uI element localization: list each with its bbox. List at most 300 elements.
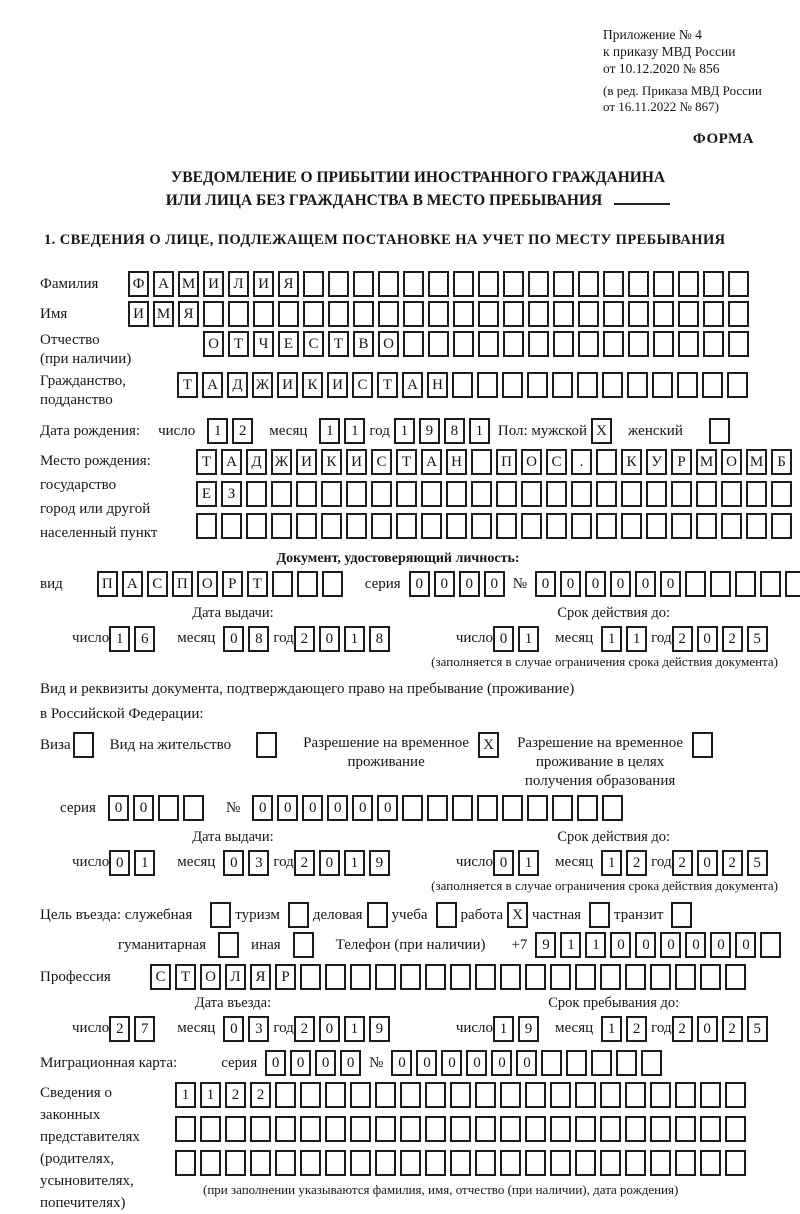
given-name-cell[interactable] xyxy=(503,301,524,327)
profession-cell[interactable]: С xyxy=(150,964,171,990)
profession-cell[interactable] xyxy=(325,964,346,990)
rep-grid-row1-cell[interactable] xyxy=(525,1082,546,1108)
birthplace-city-cell[interactable] xyxy=(371,481,392,507)
permit-valid-month-cell[interactable]: 1 xyxy=(601,850,622,876)
birthplace-extra-cell[interactable] xyxy=(246,513,267,539)
permit-number-cell[interactable] xyxy=(502,795,523,821)
permit-number-cell[interactable]: 0 xyxy=(302,795,323,821)
rep-grid-row1-cell[interactable] xyxy=(675,1082,696,1108)
rep-grid-row1-cell[interactable]: 2 xyxy=(250,1082,271,1108)
birthplace-state-cell[interactable]: У xyxy=(646,449,667,475)
mc-number-cell[interactable] xyxy=(591,1050,612,1076)
permit-number-cell[interactable]: 0 xyxy=(352,795,373,821)
given-name-cell[interactable]: М xyxy=(153,301,174,327)
birthplace-extra-cell[interactable] xyxy=(596,513,617,539)
patronymic-cell[interactable]: О xyxy=(378,331,399,357)
doc-number-cell[interactable]: 0 xyxy=(585,571,606,597)
birthplace-city-cell[interactable] xyxy=(621,481,642,507)
given-name-cell[interactable] xyxy=(678,301,699,327)
birthplace-state-cell[interactable]: Т xyxy=(396,449,417,475)
stay-day-cell[interactable]: 9 xyxy=(518,1016,539,1042)
birthplace-city-cell[interactable] xyxy=(746,481,767,507)
mc-series-cell[interactable]: 0 xyxy=(265,1050,286,1076)
rep-grid-row1-cell[interactable] xyxy=(300,1082,321,1108)
surname-cell[interactable] xyxy=(353,271,374,297)
patronymic-cell[interactable] xyxy=(728,331,749,357)
birthplace-extra-cell[interactable] xyxy=(671,513,692,539)
mc-number-cell[interactable]: 0 xyxy=(466,1050,487,1076)
birthplace-extra-cell[interactable] xyxy=(396,513,417,539)
birthplace-city-cell[interactable] xyxy=(646,481,667,507)
doc-number-cell[interactable] xyxy=(785,571,800,597)
rep-grid-row1-cell[interactable] xyxy=(700,1082,721,1108)
patronymic-cell[interactable] xyxy=(403,331,424,357)
citizenship-cell[interactable]: А xyxy=(202,372,223,398)
phone-cell[interactable]: 0 xyxy=(710,932,731,958)
birthplace-extra-cell[interactable] xyxy=(546,513,567,539)
stay-year-cell[interactable]: 5 xyxy=(747,1016,768,1042)
rep-grid-row1-cell[interactable] xyxy=(350,1082,371,1108)
citizenship-cell[interactable] xyxy=(452,372,473,398)
given-name-cell[interactable] xyxy=(628,301,649,327)
id-issue-day-cell[interactable]: 6 xyxy=(134,626,155,652)
profession-cell[interactable] xyxy=(700,964,721,990)
profession-cell[interactable] xyxy=(500,964,521,990)
rep-grid-row3-cell[interactable] xyxy=(525,1150,546,1176)
birthplace-city-cell[interactable] xyxy=(771,481,792,507)
birthplace-state-cell[interactable]: . xyxy=(571,449,592,475)
rep-grid-row3-cell[interactable] xyxy=(350,1150,371,1176)
permit-number-cell[interactable] xyxy=(577,795,598,821)
rep-grid-row3-cell[interactable] xyxy=(325,1150,346,1176)
profession-cell[interactable] xyxy=(400,964,421,990)
surname-cell[interactable] xyxy=(378,271,399,297)
birthplace-city-cell[interactable] xyxy=(296,481,317,507)
birthplace-extra-cell[interactable] xyxy=(321,513,342,539)
doc-number-cell[interactable] xyxy=(760,571,781,597)
birth-year-cell[interactable]: 1 xyxy=(469,418,490,444)
birthplace-city-cell[interactable]: Е xyxy=(196,481,217,507)
stay-month-cell[interactable]: 2 xyxy=(626,1016,647,1042)
rep-grid-row3-cell[interactable] xyxy=(200,1150,221,1176)
doc-type-cell[interactable]: Р xyxy=(222,571,243,597)
citizenship-cell[interactable]: К xyxy=(302,372,323,398)
citizenship-cell[interactable] xyxy=(652,372,673,398)
temp-residence-checkbox-cell[interactable]: X xyxy=(478,732,499,758)
rep-grid-row3-cell[interactable] xyxy=(175,1150,196,1176)
surname-cell[interactable] xyxy=(653,271,674,297)
doc-number-cell[interactable]: 0 xyxy=(560,571,581,597)
surname-cell[interactable] xyxy=(503,271,524,297)
surname-cell[interactable]: И xyxy=(253,271,274,297)
surname-cell[interactable] xyxy=(678,271,699,297)
phone-cell[interactable]: 1 xyxy=(560,932,581,958)
given-name-cell[interactable]: И xyxy=(128,301,149,327)
id-valid-year-cell[interactable]: 2 xyxy=(672,626,693,652)
rep-grid-row2-cell[interactable] xyxy=(525,1116,546,1142)
stay-year-cell[interactable]: 0 xyxy=(697,1016,718,1042)
permit-series-cell[interactable]: 0 xyxy=(133,795,154,821)
citizenship-cell[interactable] xyxy=(527,372,548,398)
birthplace-city-cell[interactable] xyxy=(346,481,367,507)
birthplace-extra-cell[interactable] xyxy=(221,513,242,539)
id-issue-year-cell[interactable]: 0 xyxy=(319,626,340,652)
rep-grid-row2-cell[interactable] xyxy=(575,1116,596,1142)
citizenship-cell[interactable] xyxy=(727,372,748,398)
citizenship-cell[interactable]: Т xyxy=(177,372,198,398)
citizenship-cell[interactable] xyxy=(677,372,698,398)
mc-number-cell[interactable]: 0 xyxy=(441,1050,462,1076)
rep-grid-row1-cell[interactable] xyxy=(625,1082,646,1108)
birthplace-extra-cell[interactable] xyxy=(196,513,217,539)
profession-cell[interactable] xyxy=(675,964,696,990)
mc-number-cell[interactable]: 0 xyxy=(416,1050,437,1076)
birthplace-extra-cell[interactable] xyxy=(746,513,767,539)
rep-grid-row2-cell[interactable] xyxy=(350,1116,371,1142)
id-issue-month-cell[interactable]: 8 xyxy=(248,626,269,652)
entry-year-cell[interactable]: 1 xyxy=(344,1016,365,1042)
given-name-cell[interactable] xyxy=(603,301,624,327)
rep-grid-row2-cell[interactable] xyxy=(550,1116,571,1142)
profession-cell[interactable] xyxy=(575,964,596,990)
phone-cell[interactable] xyxy=(760,932,781,958)
entry-month-cell[interactable]: 0 xyxy=(223,1016,244,1042)
given-name-cell[interactable]: Я xyxy=(178,301,199,327)
purpose-transit-checkbox-cell[interactable] xyxy=(671,902,692,928)
sex-female-checkbox-cell[interactable] xyxy=(709,418,730,444)
patronymic-cell[interactable] xyxy=(603,331,624,357)
birthplace-state-cell[interactable]: О xyxy=(521,449,542,475)
doc-number-cell[interactable] xyxy=(735,571,756,597)
rep-grid-row2-cell[interactable] xyxy=(400,1116,421,1142)
doc-type-cell[interactable]: Т xyxy=(247,571,268,597)
patronymic-cell[interactable] xyxy=(578,331,599,357)
permit-valid-month-cell[interactable]: 2 xyxy=(626,850,647,876)
rep-grid-row1-cell[interactable] xyxy=(450,1082,471,1108)
birthplace-city-cell[interactable] xyxy=(671,481,692,507)
birthplace-extra-cell[interactable] xyxy=(446,513,467,539)
citizenship-cell[interactable] xyxy=(627,372,648,398)
birthplace-state-cell[interactable] xyxy=(596,449,617,475)
rep-grid-row2-cell[interactable] xyxy=(725,1116,746,1142)
citizenship-cell[interactable]: И xyxy=(327,372,348,398)
rep-grid-row1-cell[interactable] xyxy=(575,1082,596,1108)
doc-number-cell[interactable]: 0 xyxy=(610,571,631,597)
given-name-cell[interactable] xyxy=(303,301,324,327)
rep-grid-row2-cell[interactable] xyxy=(450,1116,471,1142)
given-name-cell[interactable] xyxy=(728,301,749,327)
rep-grid-row1-cell[interactable] xyxy=(475,1082,496,1108)
doc-type-cell[interactable]: О xyxy=(197,571,218,597)
entry-day-cell[interactable]: 2 xyxy=(109,1016,130,1042)
doc-type-cell[interactable] xyxy=(297,571,318,597)
birthplace-state-cell[interactable]: Б xyxy=(771,449,792,475)
citizenship-cell[interactable] xyxy=(577,372,598,398)
birthplace-extra-cell[interactable] xyxy=(621,513,642,539)
birth-year-cell[interactable]: 9 xyxy=(419,418,440,444)
profession-cell[interactable]: Л xyxy=(225,964,246,990)
purpose-humanitarian-checkbox-cell[interactable] xyxy=(218,932,239,958)
doc-series-cell[interactable]: 0 xyxy=(409,571,430,597)
birthplace-state-cell[interactable]: О xyxy=(721,449,742,475)
rep-grid-row1-cell[interactable] xyxy=(400,1082,421,1108)
profession-cell[interactable]: О xyxy=(200,964,221,990)
birthplace-state-cell[interactable]: К xyxy=(621,449,642,475)
permit-valid-year-cell[interactable]: 5 xyxy=(747,850,768,876)
permit-issue-day-cell[interactable]: 1 xyxy=(134,850,155,876)
profession-cell[interactable] xyxy=(475,964,496,990)
profession-cell[interactable] xyxy=(625,964,646,990)
given-name-cell[interactable] xyxy=(228,301,249,327)
rep-grid-row3-cell[interactable] xyxy=(600,1150,621,1176)
visa-checkbox-cell[interactable] xyxy=(73,732,94,758)
id-issue-year-cell[interactable]: 1 xyxy=(344,626,365,652)
profession-cell[interactable] xyxy=(450,964,471,990)
citizenship-cell[interactable]: Н xyxy=(427,372,448,398)
birthplace-state-cell[interactable]: С xyxy=(371,449,392,475)
citizenship-cell[interactable]: Ж xyxy=(252,372,273,398)
birthplace-extra-cell[interactable] xyxy=(371,513,392,539)
citizenship-cell[interactable]: А xyxy=(402,372,423,398)
rep-grid-row3-cell[interactable] xyxy=(450,1150,471,1176)
permit-issue-year-cell[interactable]: 0 xyxy=(319,850,340,876)
surname-cell[interactable] xyxy=(403,271,424,297)
entry-year-cell[interactable]: 2 xyxy=(294,1016,315,1042)
surname-cell[interactable] xyxy=(553,271,574,297)
patronymic-cell[interactable]: Т xyxy=(328,331,349,357)
rep-grid-row2-cell[interactable] xyxy=(675,1116,696,1142)
permit-valid-year-cell[interactable]: 2 xyxy=(722,850,743,876)
permit-valid-day-cell[interactable]: 1 xyxy=(518,850,539,876)
purpose-tourism-checkbox-cell[interactable] xyxy=(288,902,309,928)
purpose-other-checkbox-cell[interactable] xyxy=(293,932,314,958)
given-name-cell[interactable] xyxy=(353,301,374,327)
phone-cell[interactable]: 0 xyxy=(610,932,631,958)
rep-grid-row3-cell[interactable] xyxy=(625,1150,646,1176)
patronymic-cell[interactable] xyxy=(678,331,699,357)
patronymic-cell[interactable] xyxy=(653,331,674,357)
rep-grid-row3-cell[interactable] xyxy=(550,1150,571,1176)
birthplace-city-cell[interactable]: З xyxy=(221,481,242,507)
surname-cell[interactable] xyxy=(628,271,649,297)
birthplace-city-cell[interactable] xyxy=(246,481,267,507)
profession-cell[interactable] xyxy=(550,964,571,990)
birthplace-extra-cell[interactable] xyxy=(571,513,592,539)
rep-grid-row1-cell[interactable]: 2 xyxy=(225,1082,246,1108)
given-name-cell[interactable] xyxy=(453,301,474,327)
permit-issue-day-cell[interactable]: 0 xyxy=(109,850,130,876)
birthplace-extra-cell[interactable] xyxy=(771,513,792,539)
birthplace-city-cell[interactable] xyxy=(521,481,542,507)
birthplace-extra-cell[interactable] xyxy=(646,513,667,539)
id-issue-year-cell[interactable]: 2 xyxy=(294,626,315,652)
birthplace-state-cell[interactable]: Т xyxy=(196,449,217,475)
profession-cell[interactable] xyxy=(350,964,371,990)
given-name-cell[interactable] xyxy=(328,301,349,327)
birthplace-state-cell[interactable]: И xyxy=(346,449,367,475)
birth-year-cell[interactable]: 8 xyxy=(444,418,465,444)
rep-grid-row2-cell[interactable] xyxy=(625,1116,646,1142)
birthplace-state-cell[interactable]: К xyxy=(321,449,342,475)
profession-cell[interactable]: Я xyxy=(250,964,271,990)
birthplace-state-cell[interactable]: Р xyxy=(671,449,692,475)
rep-grid-row3-cell[interactable] xyxy=(650,1150,671,1176)
rep-grid-row3-cell[interactable] xyxy=(375,1150,396,1176)
patronymic-cell[interactable]: В xyxy=(353,331,374,357)
birthplace-extra-cell[interactable] xyxy=(521,513,542,539)
birthplace-state-cell[interactable]: Д xyxy=(246,449,267,475)
permit-issue-year-cell[interactable]: 1 xyxy=(344,850,365,876)
profession-cell[interactable] xyxy=(600,964,621,990)
birthplace-city-cell[interactable] xyxy=(496,481,517,507)
given-name-cell[interactable] xyxy=(428,301,449,327)
stay-year-cell[interactable]: 2 xyxy=(672,1016,693,1042)
entry-year-cell[interactable]: 0 xyxy=(319,1016,340,1042)
permit-series-cell[interactable]: 0 xyxy=(108,795,129,821)
profession-cell[interactable]: Т xyxy=(175,964,196,990)
birthplace-city-cell[interactable] xyxy=(696,481,717,507)
surname-cell[interactable]: И xyxy=(203,271,224,297)
profession-cell[interactable] xyxy=(525,964,546,990)
id-valid-day-cell[interactable]: 0 xyxy=(493,626,514,652)
surname-cell[interactable] xyxy=(303,271,324,297)
rep-grid-row2-cell[interactable] xyxy=(175,1116,196,1142)
rep-grid-row3-cell[interactable] xyxy=(475,1150,496,1176)
birthplace-extra-cell[interactable] xyxy=(271,513,292,539)
citizenship-cell[interactable]: И xyxy=(277,372,298,398)
rep-grid-row3-cell[interactable] xyxy=(425,1150,446,1176)
surname-cell[interactable] xyxy=(428,271,449,297)
birthplace-city-cell[interactable] xyxy=(446,481,467,507)
rep-grid-row3-cell[interactable] xyxy=(675,1150,696,1176)
citizenship-cell[interactable] xyxy=(477,372,498,398)
rep-grid-row1-cell[interactable] xyxy=(425,1082,446,1108)
rep-grid-row3-cell[interactable] xyxy=(250,1150,271,1176)
surname-cell[interactable] xyxy=(528,271,549,297)
rep-grid-row1-cell[interactable] xyxy=(725,1082,746,1108)
doc-number-cell[interactable]: 0 xyxy=(660,571,681,597)
patronymic-cell[interactable]: О xyxy=(203,331,224,357)
surname-cell[interactable]: Я xyxy=(278,271,299,297)
rep-grid-row3-cell[interactable] xyxy=(225,1150,246,1176)
rep-grid-row2-cell[interactable] xyxy=(650,1116,671,1142)
birthplace-city-cell[interactable] xyxy=(546,481,567,507)
permit-number-cell[interactable] xyxy=(477,795,498,821)
citizenship-cell[interactable] xyxy=(502,372,523,398)
stay-year-cell[interactable]: 2 xyxy=(722,1016,743,1042)
birthplace-state-cell[interactable]: П xyxy=(496,449,517,475)
given-name-cell[interactable] xyxy=(378,301,399,327)
given-name-cell[interactable] xyxy=(578,301,599,327)
birthplace-city-cell[interactable] xyxy=(471,481,492,507)
given-name-cell[interactable] xyxy=(403,301,424,327)
sex-male-checkbox-cell[interactable]: X xyxy=(591,418,612,444)
patronymic-cell[interactable]: Ч xyxy=(253,331,274,357)
patronymic-cell[interactable] xyxy=(478,331,499,357)
phone-cell[interactable]: 1 xyxy=(585,932,606,958)
rep-grid-row3-cell[interactable] xyxy=(300,1150,321,1176)
mc-series-cell[interactable]: 0 xyxy=(315,1050,336,1076)
permit-issue-year-cell[interactable]: 9 xyxy=(369,850,390,876)
rep-grid-row1-cell[interactable]: 1 xyxy=(175,1082,196,1108)
birthplace-state-cell[interactable]: И xyxy=(296,449,317,475)
rep-grid-row3-cell[interactable] xyxy=(400,1150,421,1176)
citizenship-cell[interactable] xyxy=(702,372,723,398)
id-valid-month-cell[interactable]: 1 xyxy=(626,626,647,652)
permit-number-cell[interactable]: 0 xyxy=(277,795,298,821)
rep-grid-row2-cell[interactable] xyxy=(475,1116,496,1142)
doc-type-cell[interactable]: П xyxy=(172,571,193,597)
rep-grid-row2-cell[interactable] xyxy=(275,1116,296,1142)
patronymic-cell[interactable] xyxy=(453,331,474,357)
rep-grid-row2-cell[interactable] xyxy=(250,1116,271,1142)
stay-day-cell[interactable]: 1 xyxy=(493,1016,514,1042)
given-name-cell[interactable] xyxy=(528,301,549,327)
birthplace-extra-cell[interactable] xyxy=(496,513,517,539)
permit-issue-month-cell[interactable]: 3 xyxy=(248,850,269,876)
surname-cell[interactable] xyxy=(728,271,749,297)
birthplace-city-cell[interactable] xyxy=(271,481,292,507)
permit-number-cell[interactable]: 0 xyxy=(377,795,398,821)
surname-cell[interactable]: Ф xyxy=(128,271,149,297)
birth-year-cell[interactable]: 1 xyxy=(394,418,415,444)
permit-number-cell[interactable] xyxy=(402,795,423,821)
rep-grid-row1-cell[interactable] xyxy=(500,1082,521,1108)
id-issue-month-cell[interactable]: 0 xyxy=(223,626,244,652)
birthplace-city-cell[interactable] xyxy=(571,481,592,507)
birthplace-state-cell[interactable]: С xyxy=(546,449,567,475)
entry-month-cell[interactable]: 3 xyxy=(248,1016,269,1042)
patronymic-cell[interactable]: Е xyxy=(278,331,299,357)
permit-valid-year-cell[interactable]: 2 xyxy=(672,850,693,876)
permit-number-cell[interactable] xyxy=(527,795,548,821)
doc-series-cell[interactable]: 0 xyxy=(484,571,505,597)
birthplace-state-cell[interactable]: А xyxy=(421,449,442,475)
birthplace-extra-cell[interactable] xyxy=(696,513,717,539)
residence-permit-checkbox-cell[interactable] xyxy=(256,732,277,758)
rep-grid-row2-cell[interactable] xyxy=(300,1116,321,1142)
birthplace-state-cell[interactable] xyxy=(471,449,492,475)
profession-cell[interactable] xyxy=(425,964,446,990)
surname-cell[interactable] xyxy=(478,271,499,297)
rep-grid-row1-cell[interactable] xyxy=(550,1082,571,1108)
birthplace-extra-cell[interactable] xyxy=(721,513,742,539)
rep-grid-row1-cell[interactable] xyxy=(375,1082,396,1108)
citizenship-cell[interactable] xyxy=(552,372,573,398)
mc-number-cell[interactable]: 0 xyxy=(516,1050,537,1076)
birthplace-city-cell[interactable] xyxy=(321,481,342,507)
birthplace-state-cell[interactable]: Н xyxy=(446,449,467,475)
mc-number-cell[interactable] xyxy=(641,1050,662,1076)
purpose-work-checkbox-cell[interactable]: X xyxy=(507,902,528,928)
purpose-private-checkbox-cell[interactable] xyxy=(589,902,610,928)
doc-series-cell[interactable]: 0 xyxy=(459,571,480,597)
permit-number-cell[interactable] xyxy=(552,795,573,821)
rep-grid-row3-cell[interactable] xyxy=(725,1150,746,1176)
doc-number-cell[interactable]: 0 xyxy=(635,571,656,597)
doc-type-cell[interactable]: П xyxy=(97,571,118,597)
rep-grid-row2-cell[interactable] xyxy=(200,1116,221,1142)
patronymic-cell[interactable] xyxy=(553,331,574,357)
entry-day-cell[interactable]: 7 xyxy=(134,1016,155,1042)
given-name-cell[interactable] xyxy=(478,301,499,327)
rep-grid-row2-cell[interactable] xyxy=(225,1116,246,1142)
patronymic-cell[interactable] xyxy=(528,331,549,357)
rep-grid-row3-cell[interactable] xyxy=(700,1150,721,1176)
birthplace-extra-cell[interactable] xyxy=(471,513,492,539)
given-name-cell[interactable] xyxy=(653,301,674,327)
permit-number-cell[interactable] xyxy=(452,795,473,821)
